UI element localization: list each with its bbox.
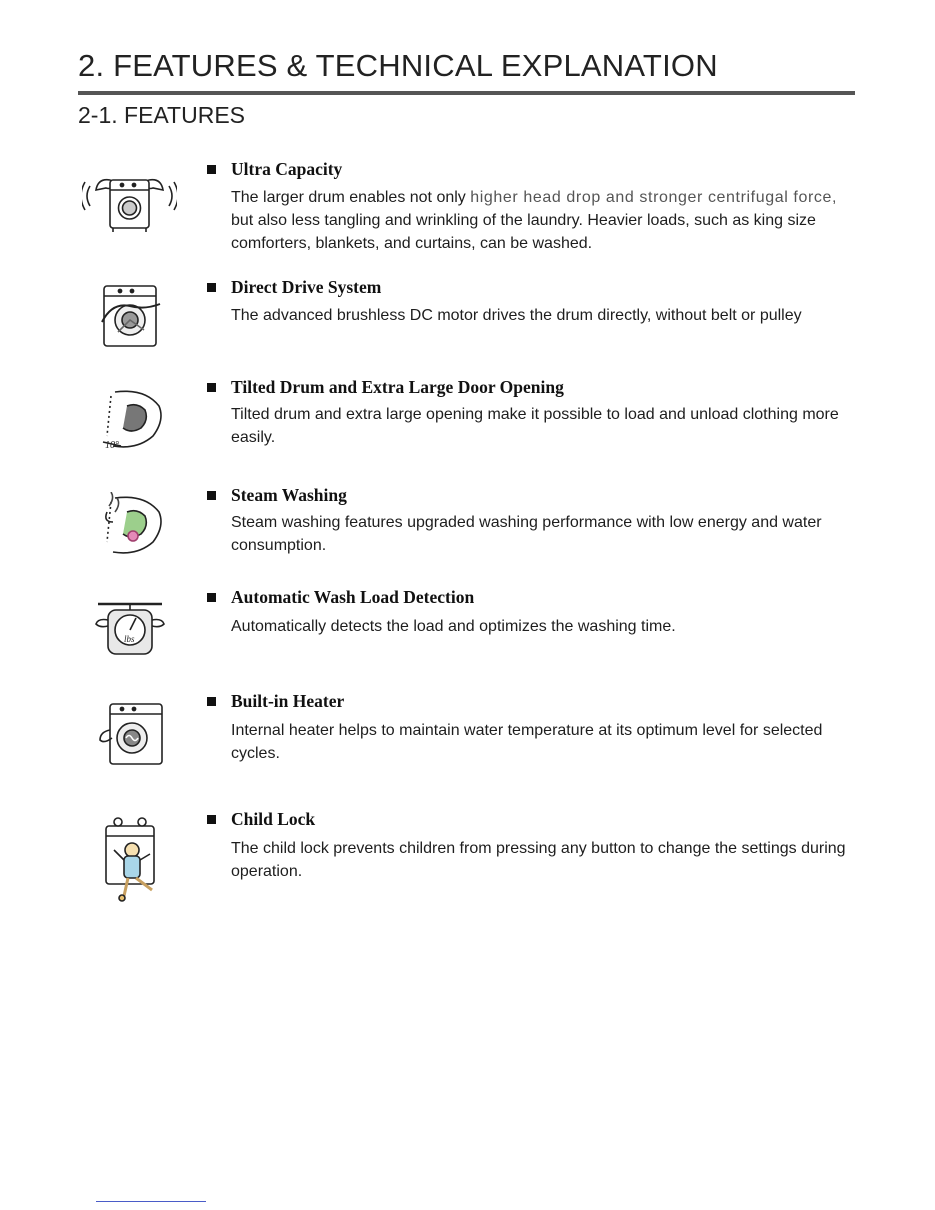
scale-unit-label: lbs: [124, 634, 135, 644]
feature-description: Internal heater helps to maintain water temperature at its optimum level for selected cycles.: [231, 722, 823, 762]
desc-part: but also less tangling and wrinkling of the laundry. Heavier loads, such as king size comforters, blankets, and curtains, can be washed.: [231, 212, 816, 252]
feature-description: [231, 186, 863, 255]
tilted-drum-icon: [97, 384, 167, 452]
page-title: 2. FEATURES & TECHNICAL EXPLANATION: [78, 48, 718, 83]
feature-title: Child Lock: [231, 809, 316, 829]
feature-description: Tilted drum and extra large opening make it possible to load and unload clothing more easily.: [231, 406, 839, 446]
footer-rule: [96, 1201, 206, 1202]
desc-part-highlight: higher head drop and stronger centrifugal force,: [470, 189, 838, 206]
bullet-marker: [207, 283, 216, 292]
feature-description: Automatically detects the load and optimizes the washing time.: [231, 618, 676, 635]
feature-title: Tilted Drum and Extra Large Door Opening: [231, 377, 564, 397]
bullet-marker: [207, 491, 216, 500]
heater-washer-icon: [96, 700, 168, 766]
feature-title: Automatic Wash Load Detection: [231, 587, 475, 607]
bullet-marker: [207, 593, 216, 602]
feature-title: Direct Drive System: [231, 277, 382, 297]
section-subtitle: 2-1. FEATURES: [78, 102, 245, 128]
feature-title: Built-in Heater: [231, 691, 345, 711]
steam-drum-icon: [97, 492, 167, 558]
feature-title: Ultra Capacity: [231, 159, 343, 179]
bullet-marker: [207, 165, 216, 174]
feature-description: The advanced brushless DC motor drives the drum directly, without belt or pulley: [231, 307, 802, 324]
direct-drive-washer-icon: [98, 282, 164, 350]
strong-washer-icon: [82, 168, 177, 234]
feature-description: Steam washing features upgraded washing performance with low energy and water consumption.: [231, 514, 822, 554]
bullet-marker: [207, 697, 216, 706]
feature-title: Steam Washing: [231, 485, 347, 505]
feature-description: The child lock prevents children from pressing any button to change the settings during operation.: [231, 840, 846, 880]
desc-part: The larger drum enables not only: [231, 189, 471, 206]
bullet-marker: [207, 383, 216, 392]
angle-label: 10°: [105, 440, 119, 451]
bullet-marker: [207, 815, 216, 824]
weighing-scale-icon: [92, 598, 172, 658]
title-divider: [78, 91, 855, 95]
child-lock-washer-icon: [100, 814, 162, 906]
